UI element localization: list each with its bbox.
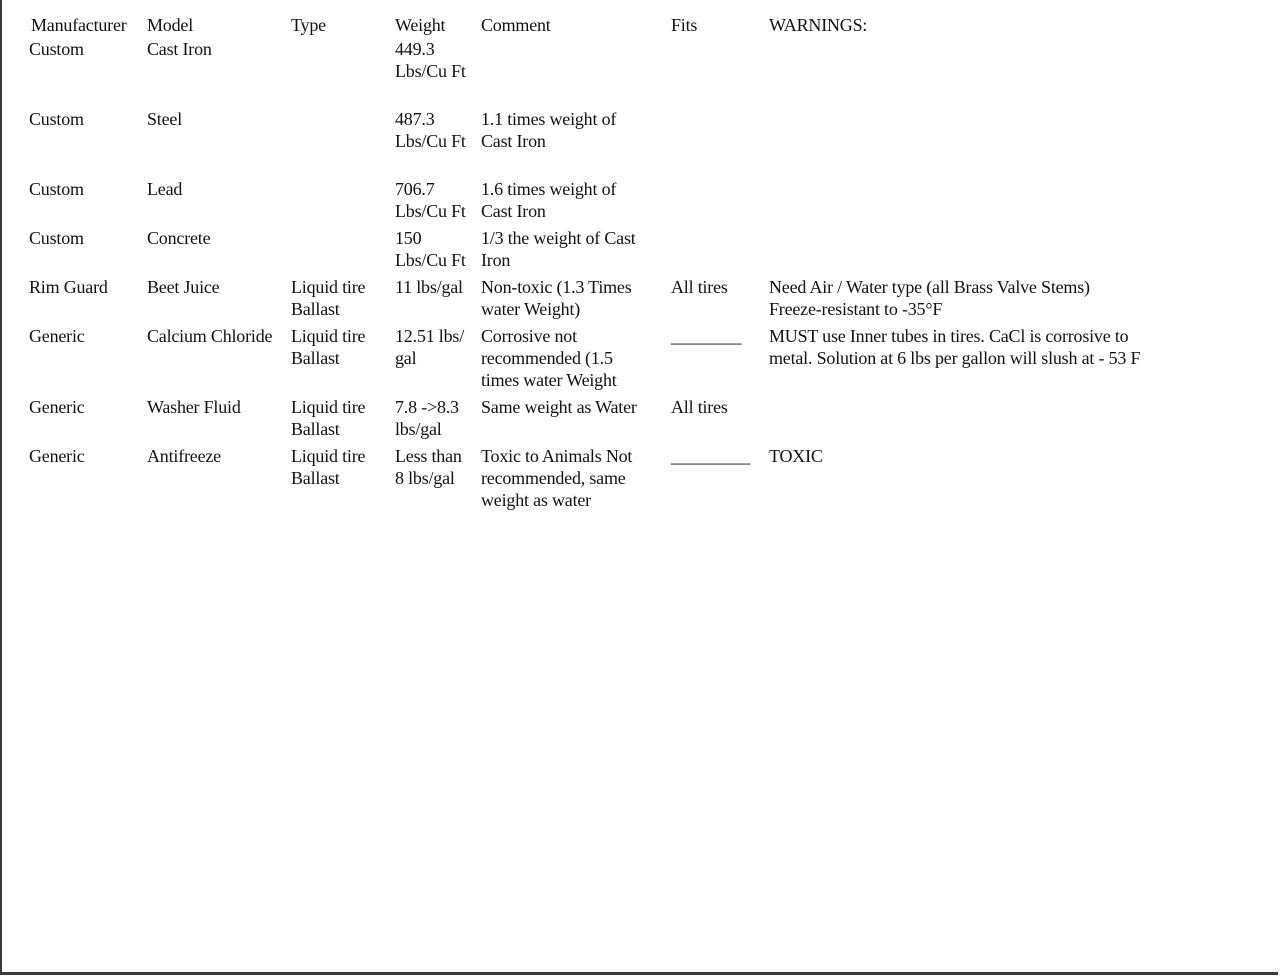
warnings-cell bbox=[769, 325, 1269, 396]
comment-cell bbox=[481, 108, 671, 178]
weight-cell bbox=[395, 108, 481, 178]
comment-line: water Weight) bbox=[481, 299, 581, 319]
warnings-line: Need Air / Water type (all Brass Valve Stems) bbox=[769, 277, 1090, 297]
weight-line: 8 lbs/gal bbox=[395, 468, 455, 488]
manufacturer-text: Custom bbox=[29, 179, 84, 199]
manufacturer-cell bbox=[29, 276, 147, 325]
type-cell bbox=[291, 178, 395, 227]
comment-line: Cast Iron bbox=[481, 201, 546, 221]
manufacturer-cell bbox=[29, 227, 147, 276]
comment-line: Iron bbox=[481, 250, 511, 270]
type-line: Liquid tire bbox=[291, 326, 366, 346]
model-cell bbox=[147, 396, 291, 445]
fits-cell bbox=[671, 38, 769, 108]
weight-line: 12.51 lbs/ bbox=[395, 326, 465, 346]
weight-line: 487.3 bbox=[395, 109, 435, 129]
weight-cell bbox=[395, 396, 481, 445]
warnings-cell bbox=[769, 396, 1269, 445]
comment-cell bbox=[481, 178, 671, 227]
type-cell bbox=[291, 445, 395, 516]
weight-cell bbox=[395, 178, 481, 227]
fits-text: _________ bbox=[671, 446, 751, 466]
model-text: Antifreeze bbox=[147, 446, 221, 466]
ballast-table bbox=[29, 14, 1269, 516]
header-warnings: WARNINGS: bbox=[769, 15, 868, 35]
manufacturer-cell bbox=[29, 325, 147, 396]
warnings-cell bbox=[769, 108, 1269, 178]
comment-line: Non-toxic (1.3 Times bbox=[481, 277, 632, 297]
fits-cell bbox=[671, 396, 769, 445]
manufacturer-text: Generic bbox=[29, 446, 85, 466]
model-cell bbox=[147, 178, 291, 227]
model-text: Concrete bbox=[147, 228, 211, 248]
type-line: Liquid tire bbox=[291, 397, 366, 417]
comment-cell bbox=[481, 325, 671, 396]
weight-line: 706.7 bbox=[395, 179, 435, 199]
model-text: Cast Iron bbox=[147, 39, 212, 59]
weight-line: Lbs/Cu Ft bbox=[395, 61, 466, 81]
fits-cell bbox=[671, 445, 769, 516]
table-row bbox=[29, 445, 1269, 516]
weight-line: 11 lbs/gal bbox=[395, 277, 463, 297]
manufacturer-cell bbox=[29, 445, 147, 516]
manufacturer-cell bbox=[29, 108, 147, 178]
weight-line: 150 bbox=[395, 228, 422, 248]
model-text: Lead bbox=[147, 179, 183, 199]
weight-cell bbox=[395, 276, 481, 325]
manufacturer-text: Custom bbox=[29, 39, 84, 59]
weight-cell bbox=[395, 325, 481, 396]
model-cell bbox=[147, 38, 291, 108]
comment-line: 1.1 times weight of bbox=[481, 109, 617, 129]
table-row bbox=[29, 396, 1269, 445]
model-cell bbox=[147, 227, 291, 276]
warnings-line: MUST use Inner tubes in tires. CaCl is corrosive to bbox=[769, 326, 1129, 346]
comment-line: recommended (1.5 bbox=[481, 348, 613, 368]
model-cell bbox=[147, 108, 291, 178]
weight-line: Lbs/Cu Ft bbox=[395, 250, 466, 270]
fits-cell bbox=[671, 178, 769, 227]
manufacturer-text: Custom bbox=[29, 109, 84, 129]
fits-cell bbox=[671, 276, 769, 325]
model-cell bbox=[147, 445, 291, 516]
manufacturer-cell bbox=[29, 396, 147, 445]
model-cell bbox=[147, 325, 291, 396]
weight-cell bbox=[395, 445, 481, 516]
model-text: Steel bbox=[147, 109, 182, 129]
type-cell bbox=[291, 38, 395, 108]
type-line: Ballast bbox=[291, 419, 340, 439]
comment-cell bbox=[481, 38, 671, 108]
table-row bbox=[29, 38, 1269, 108]
header-model: Model bbox=[147, 15, 193, 35]
fits-text: ________ bbox=[671, 326, 742, 346]
manufacturer-text: Custom bbox=[29, 228, 84, 248]
weight-line: 449.3 bbox=[395, 39, 435, 59]
comment-line: Corrosive not bbox=[481, 326, 577, 346]
comment-line: Same weight as Water bbox=[481, 397, 637, 417]
warnings-line: TOXIC bbox=[769, 446, 823, 466]
weight-line: Lbs/Cu Ft bbox=[395, 201, 466, 221]
comment-cell bbox=[481, 276, 671, 325]
type-cell bbox=[291, 396, 395, 445]
header-fits: Fits bbox=[671, 15, 698, 35]
comment-line: Cast Iron bbox=[481, 131, 546, 151]
type-line: Ballast bbox=[291, 468, 340, 488]
type-cell bbox=[291, 108, 395, 178]
model-text: Washer Fluid bbox=[147, 397, 241, 417]
warnings-cell bbox=[769, 178, 1269, 227]
manufacturer-text: Generic bbox=[29, 326, 85, 346]
manufacturer-cell bbox=[29, 178, 147, 227]
manufacturer-text: Rim Guard bbox=[29, 277, 108, 297]
table-row bbox=[29, 108, 1269, 178]
table-row bbox=[29, 227, 1269, 276]
weight-line: gal bbox=[395, 348, 417, 368]
fits-cell bbox=[671, 108, 769, 178]
comment-line: recommended, same bbox=[481, 468, 626, 488]
fits-text: All tires bbox=[671, 397, 728, 417]
type-cell bbox=[291, 276, 395, 325]
weight-line: Lbs/Cu Ft bbox=[395, 131, 466, 151]
header-type: Type bbox=[291, 15, 326, 35]
table-header-row bbox=[29, 14, 1269, 38]
manufacturer-text: Generic bbox=[29, 397, 85, 417]
header-weight: Weight bbox=[395, 15, 446, 35]
table-row bbox=[29, 178, 1269, 227]
table-row bbox=[29, 276, 1269, 325]
warnings-cell bbox=[769, 276, 1269, 325]
header-comment: Comment bbox=[481, 15, 551, 35]
type-line: Ballast bbox=[291, 348, 340, 368]
comment-line: times water Weight bbox=[481, 370, 617, 390]
fits-cell bbox=[671, 227, 769, 276]
type-cell bbox=[291, 227, 395, 276]
type-line: Liquid tire bbox=[291, 446, 366, 466]
comment-line: 1.6 times weight of bbox=[481, 179, 617, 199]
weight-line: lbs/gal bbox=[395, 419, 442, 439]
weight-cell bbox=[395, 38, 481, 108]
warnings-cell bbox=[769, 227, 1269, 276]
warnings-line: Freeze-resistant to -35°F bbox=[769, 299, 943, 319]
table-row bbox=[29, 325, 1269, 396]
comment-cell bbox=[481, 227, 671, 276]
model-text: Calcium Chloride bbox=[147, 326, 273, 346]
table-body bbox=[29, 38, 1269, 516]
comment-line: 1/3 the weight of Cast bbox=[481, 228, 636, 248]
type-cell bbox=[291, 325, 395, 396]
comment-cell bbox=[481, 396, 671, 445]
header-manufacturer: Manufacturer bbox=[31, 15, 127, 35]
model-text: Beet Juice bbox=[147, 277, 220, 297]
warnings-line: metal. Solution at 6 lbs per gallon will slush at - 53 F bbox=[769, 348, 1141, 368]
comment-cell bbox=[481, 445, 671, 516]
comment-line: Toxic to Animals Not bbox=[481, 446, 633, 466]
weight-cell bbox=[395, 227, 481, 276]
type-line: Ballast bbox=[291, 299, 340, 319]
warnings-cell bbox=[769, 445, 1269, 516]
fits-text: All tires bbox=[671, 277, 728, 297]
fits-cell bbox=[671, 325, 769, 396]
weight-line: Less than bbox=[395, 446, 462, 466]
comment-line: weight as water bbox=[481, 490, 591, 510]
model-cell bbox=[147, 276, 291, 325]
manufacturer-cell bbox=[29, 38, 147, 108]
weight-line: 7.8 ->8.3 bbox=[395, 397, 459, 417]
type-line: Liquid tire bbox=[291, 277, 366, 297]
warnings-cell bbox=[769, 38, 1269, 108]
